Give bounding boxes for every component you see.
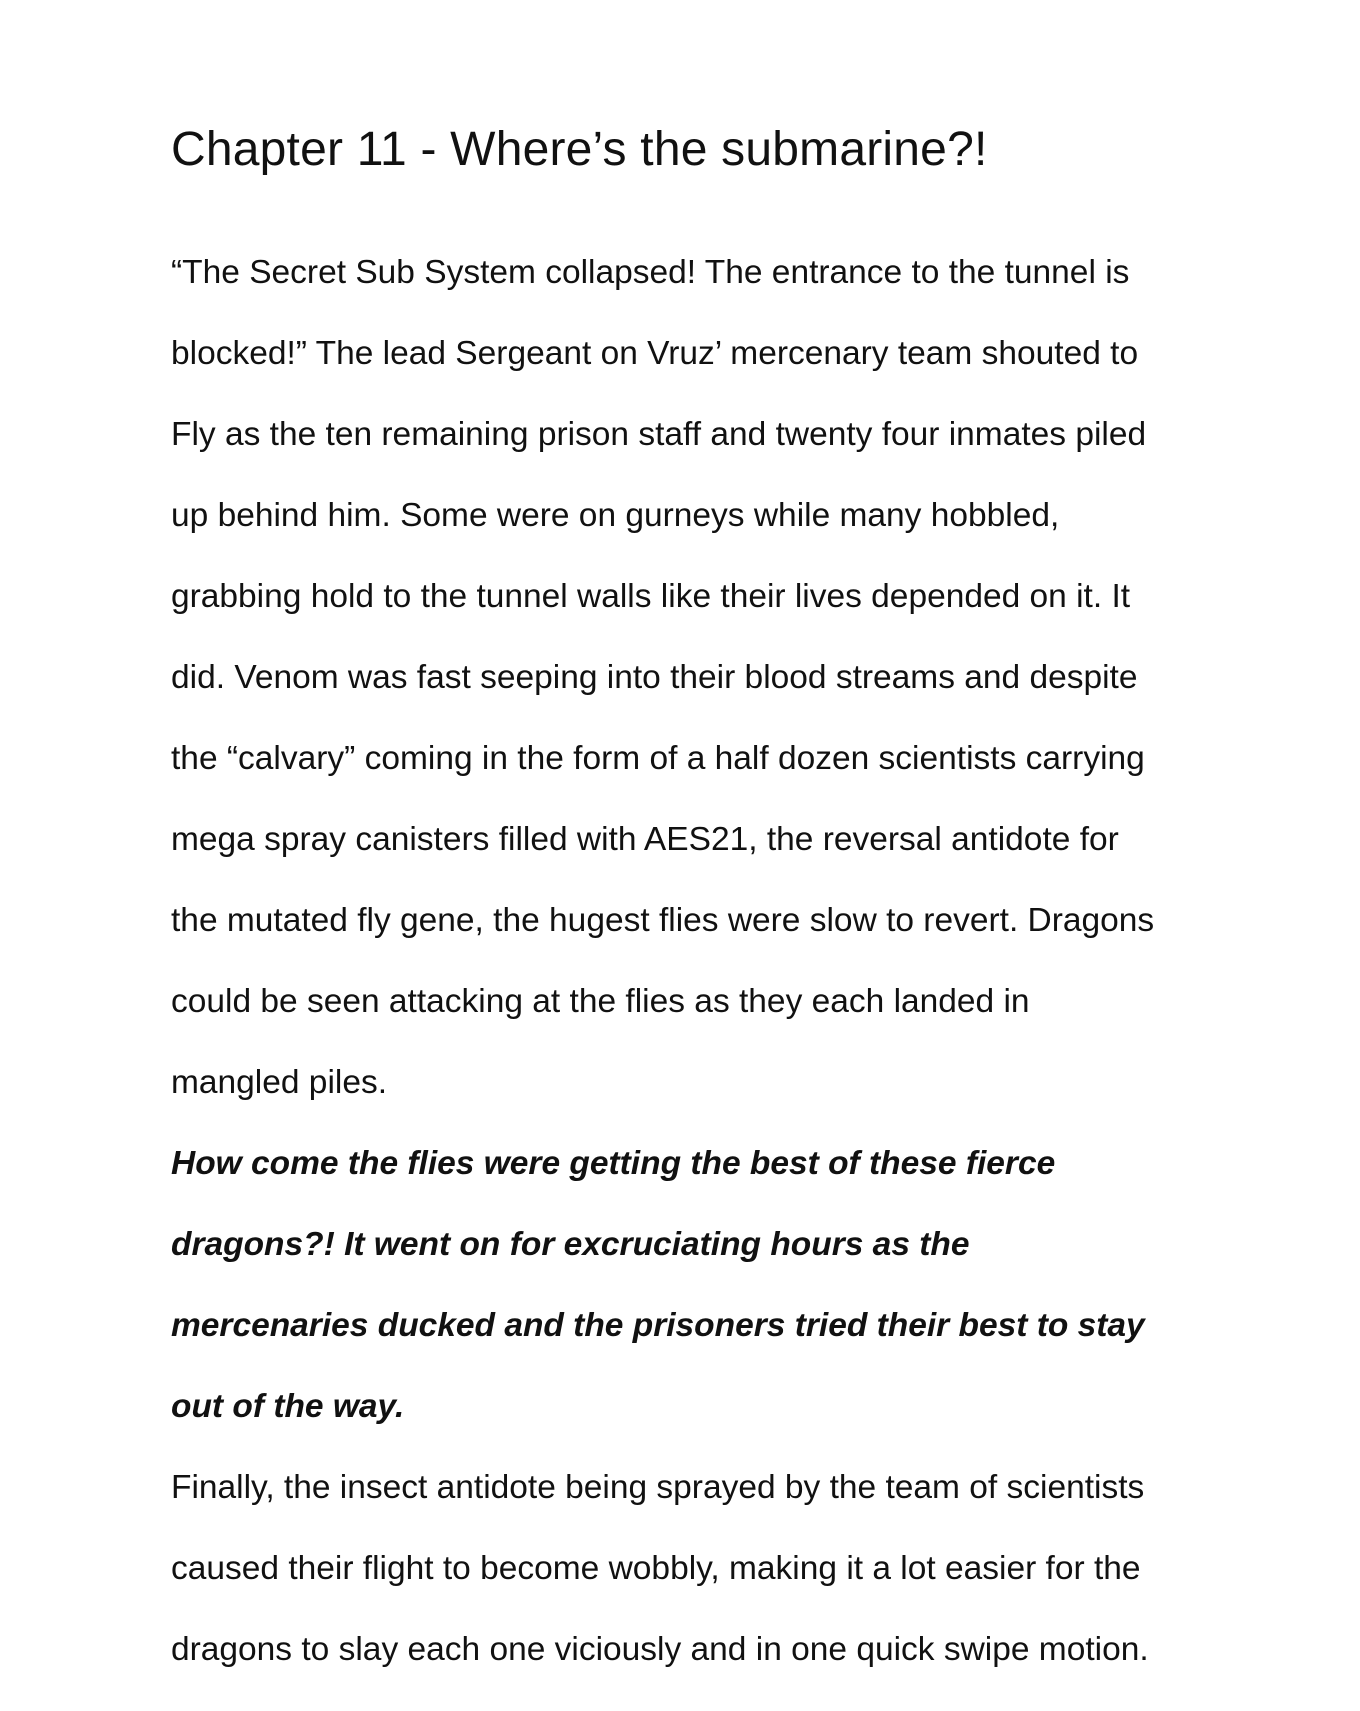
text-line: up behind him. Some were on gurneys while many hobbled, (171, 497, 1060, 534)
document-body (171, 120, 1221, 1690)
text-line: “The Secret Sub System collapsed! The entrance to the tunnel is (171, 254, 1130, 291)
text-line: mega spray canisters filled with AES21, the reversal antidote for (171, 821, 1119, 858)
text-line: mercenaries ducked and the prisoners tried their best to stay (171, 1307, 1145, 1344)
chapter-title: Chapter 11 - Where’s the submarine?! (171, 123, 988, 176)
text-line: the “calvary” coming in the form of a half dozen scientists carrying (171, 740, 1145, 777)
paragraph-1 (171, 232, 1221, 1123)
text-line: dragons?! It went on for excruciating hours as the (171, 1226, 970, 1263)
text-line: grabbing hold to the tunnel walls like their lives depended on it. It (171, 578, 1131, 615)
text-line: How come the flies were getting the best of these fierce (171, 1145, 1056, 1182)
text-line: did. Venom was fast seeping into their blood streams and despite (171, 659, 1138, 696)
text-line: caused their flight to become wobbly, making it a lot easier for the (171, 1550, 1141, 1587)
text-line: the mutated fly gene, the hugest flies were slow to revert. Dragons (171, 902, 1155, 939)
text-line: blocked!” The lead Sergeant on Vruz’ mercenary team shouted to (171, 335, 1139, 372)
text-line: dragons to slay each one viciously and in one quick swipe motion. (171, 1631, 1149, 1668)
text-line: mangled piles. (171, 1064, 388, 1101)
text-line: could be seen attacking at the flies as they each landed in (171, 983, 1030, 1020)
text-line: Fly as the ten remaining prison staff and twenty four inmates piled (171, 416, 1147, 453)
paragraph-3 (171, 1447, 1221, 1690)
paragraph-2-bold-italic (171, 1123, 1221, 1447)
text-line: out of the way. (171, 1388, 405, 1425)
text-line: Finally, the insect antidote being sprayed by the team of scientists (171, 1469, 1145, 1506)
